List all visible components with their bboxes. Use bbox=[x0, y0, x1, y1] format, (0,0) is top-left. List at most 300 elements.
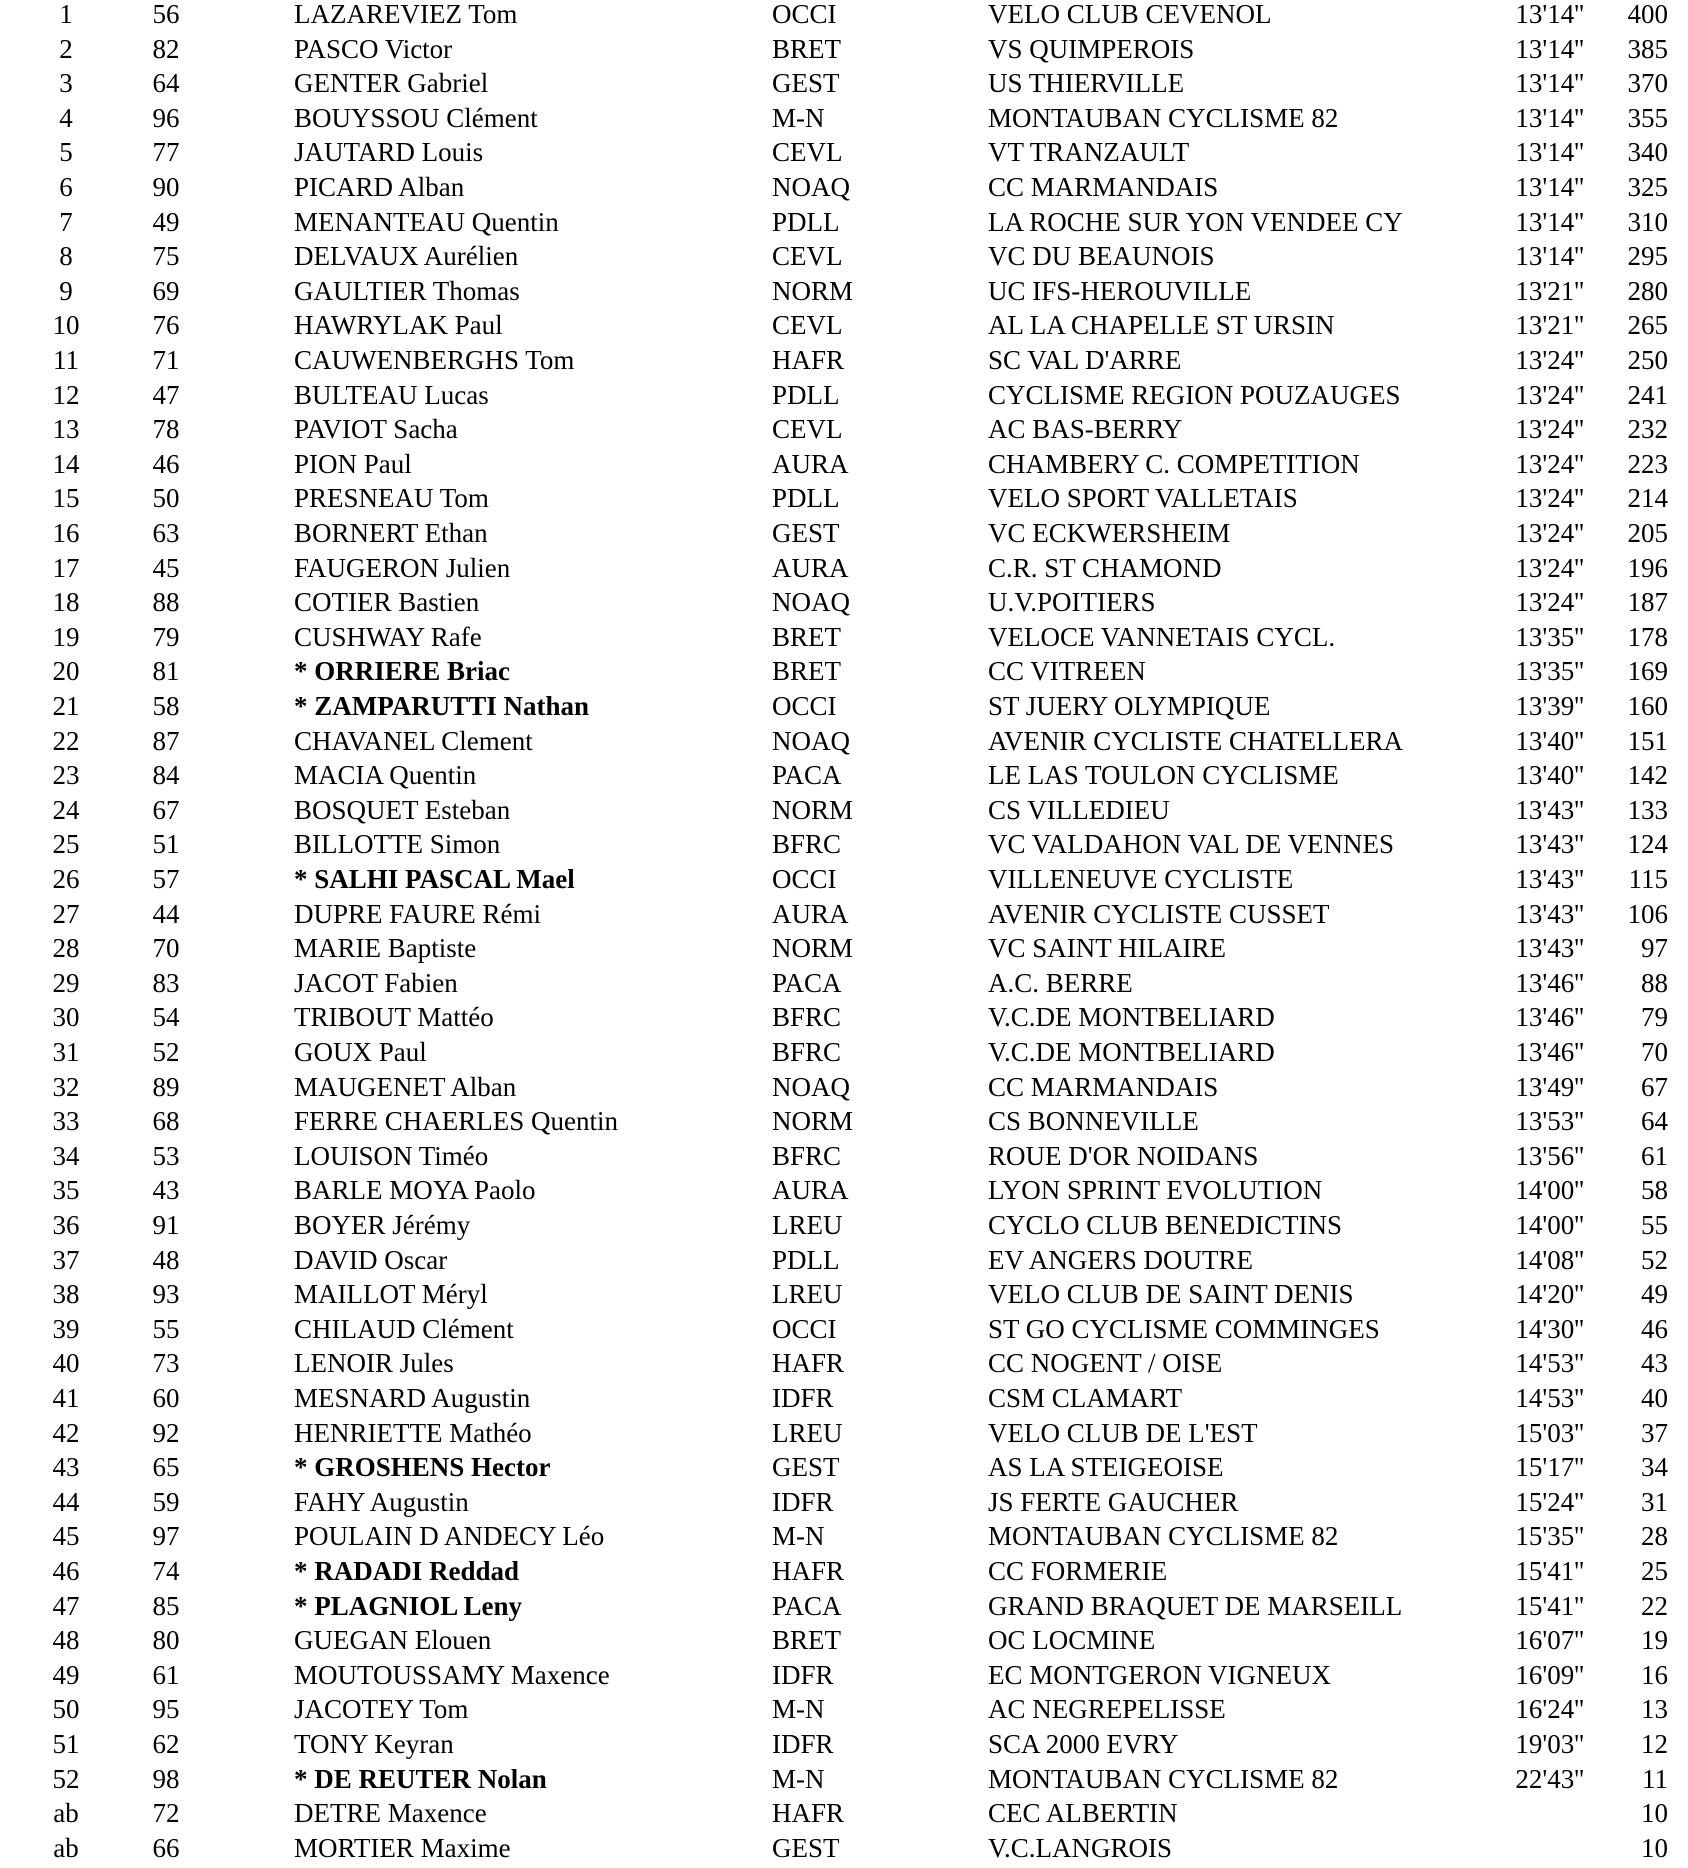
region-cell: PACA bbox=[772, 1590, 842, 1621]
rider-name-cell: CHILAUD Clément bbox=[294, 1313, 514, 1344]
bib-cell: 52 bbox=[152, 1037, 180, 1067]
region-cell: M-N bbox=[772, 102, 825, 133]
bib-cell: 59 bbox=[152, 1486, 180, 1517]
club-cell: CC MARMANDAIS bbox=[988, 172, 1219, 202]
rank-cell: 43 bbox=[52, 1452, 80, 1483]
club-cell: GRAND BRAQUET DE MARSEILL bbox=[988, 1590, 1403, 1621]
table-row bbox=[0, 412, 1688, 447]
points-cell: 241 bbox=[1627, 379, 1668, 410]
club-cell: JS FERTE GAUCHER bbox=[988, 1486, 1239, 1517]
points-cell: 70 bbox=[1641, 1037, 1668, 1067]
rider-name-cell: JAUTARD Louis bbox=[294, 137, 484, 168]
bib-cell: 81 bbox=[152, 656, 180, 687]
time-cell: 14'00'' bbox=[1515, 1175, 1584, 1206]
table-row bbox=[0, 1450, 1688, 1485]
rank-cell: 28 bbox=[52, 933, 80, 964]
rider-name-cell: PION Paul bbox=[294, 448, 412, 479]
bib-cell: 96 bbox=[152, 102, 180, 133]
rider-name-cell: LENOIR Jules bbox=[294, 1348, 454, 1379]
rank-cell: 35 bbox=[52, 1175, 80, 1206]
time-cell: 13'24'' bbox=[1515, 518, 1584, 548]
rider-name-cell: * GROSHENS Hector bbox=[294, 1452, 551, 1483]
region-cell: PDLL bbox=[772, 206, 840, 237]
bib-cell: 75 bbox=[152, 241, 180, 272]
rider-name-cell: FAHY Augustin bbox=[294, 1486, 469, 1517]
time-cell: 13'24'' bbox=[1515, 379, 1584, 410]
region-cell: NORM bbox=[772, 275, 854, 306]
region-cell: HAFR bbox=[772, 1798, 845, 1829]
points-cell: 58 bbox=[1641, 1175, 1668, 1206]
bib-cell: 76 bbox=[152, 310, 180, 341]
club-cell: ST GO CYCLISME COMMINGES bbox=[988, 1313, 1380, 1344]
bib-cell: 66 bbox=[152, 1832, 180, 1863]
bib-cell: 91 bbox=[152, 1210, 180, 1240]
table-row bbox=[0, 239, 1688, 274]
region-cell: CEVL bbox=[772, 241, 843, 272]
bib-cell: 69 bbox=[152, 275, 180, 306]
time-cell: 14'53'' bbox=[1515, 1348, 1584, 1379]
points-cell: 79 bbox=[1641, 1002, 1668, 1033]
points-cell: 22 bbox=[1641, 1590, 1668, 1621]
points-cell: 385 bbox=[1627, 33, 1668, 64]
rider-name-cell: MARIE Baptiste bbox=[294, 933, 477, 964]
rider-name-cell: CAUWENBERGHS Tom bbox=[294, 345, 575, 375]
time-cell: 13'46'' bbox=[1515, 1002, 1584, 1033]
table-row bbox=[0, 862, 1688, 897]
rank-cell: 27 bbox=[52, 898, 80, 929]
time-cell: 19'03'' bbox=[1515, 1729, 1584, 1759]
rider-name-cell: HENRIETTE Mathéo bbox=[294, 1417, 532, 1448]
rank-cell: 8 bbox=[59, 241, 73, 272]
region-cell: NOAQ bbox=[772, 725, 850, 756]
table-row bbox=[0, 447, 1688, 482]
points-cell: 13 bbox=[1641, 1694, 1668, 1725]
rank-cell: 21 bbox=[52, 691, 80, 721]
club-cell: MONTAUBAN CYCLISME 82 bbox=[988, 102, 1339, 133]
points-cell: 295 bbox=[1627, 241, 1668, 272]
club-cell: LE LAS TOULON CYCLISME bbox=[988, 760, 1339, 791]
time-cell: 14'00'' bbox=[1515, 1210, 1584, 1240]
rank-cell: 49 bbox=[52, 1659, 80, 1690]
time-cell: 13'14'' bbox=[1515, 137, 1584, 168]
time-cell: 13'43'' bbox=[1515, 829, 1584, 860]
points-cell: 232 bbox=[1627, 414, 1668, 445]
time-cell: 13'56'' bbox=[1515, 1140, 1584, 1171]
club-cell: CS BONNEVILLE bbox=[988, 1106, 1199, 1137]
table-row bbox=[0, 1000, 1688, 1035]
table-row bbox=[0, 827, 1688, 862]
points-cell: 310 bbox=[1627, 206, 1668, 237]
bib-cell: 93 bbox=[152, 1279, 180, 1310]
rank-cell: 16 bbox=[52, 518, 80, 548]
rank-cell: 1 bbox=[59, 0, 73, 29]
table-row bbox=[0, 1139, 1688, 1174]
points-cell: 88 bbox=[1641, 967, 1668, 998]
time-cell: 13'35'' bbox=[1515, 621, 1584, 652]
rank-cell: 30 bbox=[52, 1002, 80, 1033]
club-cell: V.C.DE MONTBELIARD bbox=[988, 1002, 1275, 1033]
rank-cell: 2 bbox=[59, 33, 73, 64]
time-cell: 13'24'' bbox=[1515, 483, 1584, 514]
time-cell: 13'14'' bbox=[1515, 0, 1584, 29]
region-cell: NOAQ bbox=[772, 1071, 850, 1102]
time-cell: 13'14'' bbox=[1515, 68, 1584, 99]
bib-cell: 71 bbox=[152, 345, 180, 375]
rank-cell: 39 bbox=[52, 1313, 80, 1344]
time-cell: 14'08'' bbox=[1515, 1244, 1584, 1275]
rider-name-cell: JACOTEY Tom bbox=[294, 1694, 469, 1725]
points-cell: 160 bbox=[1627, 691, 1668, 721]
table-row bbox=[0, 378, 1688, 413]
region-cell: HAFR bbox=[772, 1556, 845, 1586]
time-cell: 13'46'' bbox=[1515, 967, 1584, 998]
table-row bbox=[0, 1070, 1688, 1105]
time-cell: 13'24'' bbox=[1515, 345, 1584, 375]
club-cell: CC NOGENT / OISE bbox=[988, 1348, 1223, 1379]
points-cell: 37 bbox=[1641, 1417, 1668, 1448]
rider-name-cell: JACOT Fabien bbox=[294, 967, 458, 998]
table-row bbox=[0, 551, 1688, 586]
club-cell: LA ROCHE SUR YON VENDEE CY bbox=[988, 206, 1403, 237]
rank-cell: 3 bbox=[59, 68, 73, 99]
region-cell: PACA bbox=[772, 967, 842, 998]
club-cell: VILLENEUVE CYCLISTE bbox=[988, 864, 1294, 894]
club-cell: AC BAS-BERRY bbox=[988, 414, 1183, 445]
points-cell: 10 bbox=[1641, 1832, 1668, 1863]
table-row bbox=[0, 897, 1688, 932]
time-cell: 13'14'' bbox=[1515, 172, 1584, 202]
club-cell: AS LA STEIGEOISE bbox=[988, 1452, 1224, 1483]
bib-cell: 63 bbox=[152, 518, 180, 548]
club-cell: AL LA CHAPELLE ST URSIN bbox=[988, 310, 1335, 341]
rank-cell: 32 bbox=[52, 1071, 80, 1102]
time-cell: 16'09'' bbox=[1515, 1659, 1584, 1690]
points-cell: 280 bbox=[1627, 275, 1668, 306]
points-cell: 250 bbox=[1627, 345, 1668, 375]
table-row bbox=[0, 205, 1688, 240]
time-cell: 13'40'' bbox=[1515, 725, 1584, 756]
time-cell: 13'43'' bbox=[1515, 794, 1584, 825]
rank-cell: 51 bbox=[52, 1729, 80, 1759]
table-row bbox=[0, 966, 1688, 1001]
table-row bbox=[0, 101, 1688, 136]
region-cell: M-N bbox=[772, 1763, 825, 1794]
region-cell: OCCI bbox=[772, 691, 837, 721]
club-cell: CC VITREEN bbox=[988, 656, 1146, 687]
table-row bbox=[0, 1346, 1688, 1381]
time-cell: 13'21'' bbox=[1515, 310, 1584, 341]
time-cell: 15'35'' bbox=[1515, 1521, 1584, 1552]
region-cell: AURA bbox=[772, 552, 849, 583]
region-cell: AURA bbox=[772, 448, 849, 479]
club-cell: LYON SPRINT EVOLUTION bbox=[988, 1175, 1323, 1206]
club-cell: VC SAINT HILAIRE bbox=[988, 933, 1226, 964]
time-cell: 13'24'' bbox=[1515, 587, 1584, 618]
points-cell: 12 bbox=[1641, 1729, 1668, 1759]
time-cell: 13'14'' bbox=[1515, 102, 1584, 133]
bib-cell: 45 bbox=[152, 552, 180, 583]
rider-name-cell: GAULTIER Thomas bbox=[294, 275, 520, 306]
club-cell: A.C. BERRE bbox=[988, 967, 1133, 998]
bib-cell: 48 bbox=[152, 1244, 180, 1275]
club-cell: SCA 2000 EVRY bbox=[988, 1729, 1179, 1759]
club-cell: MONTAUBAN CYCLISME 82 bbox=[988, 1763, 1339, 1794]
bib-cell: 56 bbox=[152, 0, 180, 29]
rank-cell: 29 bbox=[52, 967, 80, 998]
rider-name-cell: POULAIN D ANDECY Léo bbox=[294, 1521, 605, 1552]
rank-cell: 13 bbox=[52, 414, 80, 445]
rider-name-cell: LAZAREVIEZ Tom bbox=[294, 0, 518, 29]
time-cell: 13'43'' bbox=[1515, 864, 1584, 894]
table-row bbox=[0, 620, 1688, 655]
bib-cell: 60 bbox=[152, 1383, 180, 1413]
table-row bbox=[0, 0, 1688, 32]
region-cell: CEVL bbox=[772, 414, 843, 445]
table-row bbox=[0, 1796, 1688, 1831]
rider-name-cell: * RADADI Reddad bbox=[294, 1556, 520, 1586]
time-cell: 13'14'' bbox=[1515, 33, 1584, 64]
time-cell: 13'24'' bbox=[1515, 414, 1584, 445]
points-cell: 34 bbox=[1641, 1452, 1668, 1483]
rank-cell: 36 bbox=[52, 1210, 80, 1240]
region-cell: BFRC bbox=[772, 1037, 842, 1067]
points-cell: 355 bbox=[1627, 102, 1668, 133]
table-row bbox=[0, 1727, 1688, 1762]
points-cell: 400 bbox=[1627, 0, 1668, 29]
bib-cell: 61 bbox=[152, 1659, 180, 1690]
region-cell: NOAQ bbox=[772, 587, 850, 618]
points-cell: 55 bbox=[1641, 1210, 1668, 1240]
bib-cell: 46 bbox=[152, 448, 180, 479]
club-cell: UC IFS-HEROUVILLE bbox=[988, 275, 1252, 306]
time-cell: 15'03'' bbox=[1515, 1417, 1584, 1448]
points-cell: 31 bbox=[1641, 1486, 1668, 1517]
table-row bbox=[0, 1104, 1688, 1139]
rank-cell: 18 bbox=[52, 587, 80, 618]
club-cell: EV ANGERS DOUTRE bbox=[988, 1244, 1254, 1275]
rider-name-cell: DETRE Maxence bbox=[294, 1798, 487, 1829]
time-cell: 13'53'' bbox=[1515, 1106, 1584, 1137]
rank-cell: 25 bbox=[52, 829, 80, 860]
rank-cell: 10 bbox=[52, 310, 80, 341]
points-cell: 325 bbox=[1627, 172, 1668, 202]
bib-cell: 49 bbox=[152, 206, 180, 237]
rank-cell: 14 bbox=[52, 448, 80, 479]
points-cell: 46 bbox=[1641, 1313, 1668, 1344]
rider-name-cell: * DE REUTER Nolan bbox=[294, 1763, 547, 1794]
club-cell: ROUE D'OR NOIDANS bbox=[988, 1140, 1259, 1171]
points-cell: 169 bbox=[1627, 656, 1668, 687]
table-row bbox=[0, 1208, 1688, 1243]
region-cell: M-N bbox=[772, 1694, 825, 1725]
table-row bbox=[0, 1312, 1688, 1347]
points-cell: 106 bbox=[1627, 898, 1668, 929]
points-cell: 52 bbox=[1641, 1244, 1668, 1275]
bib-cell: 50 bbox=[152, 483, 180, 514]
rider-name-cell: BILLOTTE Simon bbox=[294, 829, 501, 860]
time-cell: 13'43'' bbox=[1515, 898, 1584, 929]
club-cell: ST JUERY OLYMPIQUE bbox=[988, 691, 1271, 721]
table-row bbox=[0, 308, 1688, 343]
bib-cell: 95 bbox=[152, 1694, 180, 1725]
rank-cell: 46 bbox=[52, 1556, 80, 1586]
region-cell: GEST bbox=[772, 1452, 840, 1483]
time-cell: 14'30'' bbox=[1515, 1313, 1584, 1344]
rider-name-cell: HAWRYLAK Paul bbox=[294, 310, 503, 341]
table-row bbox=[0, 481, 1688, 516]
bib-cell: 44 bbox=[152, 898, 180, 929]
rank-cell: 22 bbox=[52, 725, 80, 756]
rank-cell: 24 bbox=[52, 794, 80, 825]
club-cell: MONTAUBAN CYCLISME 82 bbox=[988, 1521, 1339, 1552]
club-cell: CHAMBERY C. COMPETITION bbox=[988, 448, 1360, 479]
region-cell: CEVL bbox=[772, 310, 843, 341]
club-cell: AC NEGREPELISSE bbox=[988, 1694, 1226, 1725]
points-cell: 10 bbox=[1641, 1798, 1668, 1829]
points-cell: 28 bbox=[1641, 1521, 1668, 1552]
rider-name-cell: * PLAGNIOL Leny bbox=[294, 1590, 523, 1621]
rank-cell: 40 bbox=[52, 1348, 80, 1379]
bib-cell: 72 bbox=[152, 1798, 180, 1829]
rank-cell: 33 bbox=[52, 1106, 80, 1137]
region-cell: HAFR bbox=[772, 345, 845, 375]
region-cell: AURA bbox=[772, 1175, 849, 1206]
rider-name-cell: * ZAMPARUTTI Nathan bbox=[294, 691, 590, 721]
rider-name-cell: PAVIOT Sacha bbox=[294, 414, 458, 445]
bib-cell: 88 bbox=[152, 587, 180, 618]
club-cell: CEC ALBERTIN bbox=[988, 1798, 1178, 1829]
region-cell: GEST bbox=[772, 518, 840, 548]
rank-cell: 38 bbox=[52, 1279, 80, 1310]
region-cell: LREU bbox=[772, 1210, 843, 1240]
time-cell: 14'53'' bbox=[1515, 1383, 1584, 1413]
points-cell: 196 bbox=[1627, 552, 1668, 583]
club-cell: VELO CLUB DE SAINT DENIS bbox=[988, 1279, 1354, 1310]
region-cell: PDLL bbox=[772, 379, 840, 410]
region-cell: GEST bbox=[772, 68, 840, 99]
club-cell: SC VAL D'ARRE bbox=[988, 345, 1182, 375]
points-cell: 25 bbox=[1641, 1556, 1668, 1586]
region-cell: GEST bbox=[772, 1832, 840, 1863]
bib-cell: 98 bbox=[152, 1763, 180, 1794]
rank-cell: 50 bbox=[52, 1694, 80, 1725]
time-cell: 15'41'' bbox=[1515, 1590, 1584, 1621]
region-cell: LREU bbox=[772, 1279, 843, 1310]
table-row bbox=[0, 1381, 1688, 1416]
table-row bbox=[0, 1416, 1688, 1451]
bib-cell: 53 bbox=[152, 1140, 180, 1171]
points-cell: 151 bbox=[1627, 725, 1668, 756]
bib-cell: 64 bbox=[152, 68, 180, 99]
points-cell: 16 bbox=[1641, 1659, 1668, 1690]
region-cell: AURA bbox=[772, 898, 849, 929]
table-row bbox=[0, 724, 1688, 759]
table-row bbox=[0, 1554, 1688, 1589]
rank-cell: 6 bbox=[59, 172, 73, 202]
club-cell: VC VALDAHON VAL DE VENNES bbox=[988, 829, 1395, 860]
region-cell: OCCI bbox=[772, 0, 837, 29]
rider-name-cell: MACIA Quentin bbox=[294, 760, 477, 791]
time-cell: 15'24'' bbox=[1515, 1486, 1584, 1517]
region-cell: NOAQ bbox=[772, 172, 850, 202]
region-cell: OCCI bbox=[772, 1313, 837, 1344]
rider-name-cell: BOUYSSOU Clément bbox=[294, 102, 538, 133]
rider-name-cell: BORNERT Ethan bbox=[294, 518, 488, 548]
rider-name-cell: MORTIER Maxime bbox=[294, 1832, 511, 1863]
rider-name-cell: COTIER Bastien bbox=[294, 587, 480, 618]
region-cell: PACA bbox=[772, 760, 842, 791]
time-cell: 13'35'' bbox=[1515, 656, 1584, 687]
rank-cell: 20 bbox=[52, 656, 80, 687]
rider-name-cell: CHAVANEL Clement bbox=[294, 725, 533, 756]
rider-name-cell: GUEGAN Elouen bbox=[294, 1625, 492, 1656]
region-cell: BRET bbox=[772, 656, 842, 687]
club-cell: C.R. ST CHAMOND bbox=[988, 552, 1222, 583]
rank-cell: 41 bbox=[52, 1383, 80, 1413]
time-cell: 13'21'' bbox=[1515, 275, 1584, 306]
table-row bbox=[0, 1658, 1688, 1693]
rider-name-cell: MAILLOT Méryl bbox=[294, 1279, 488, 1310]
rank-cell: 23 bbox=[52, 760, 80, 791]
time-cell: 22'43'' bbox=[1515, 1763, 1584, 1794]
bib-cell: 65 bbox=[152, 1452, 180, 1483]
club-cell: VELO SPORT VALLETAIS bbox=[988, 483, 1298, 514]
region-cell: NORM bbox=[772, 1106, 854, 1137]
table-row bbox=[0, 1692, 1688, 1727]
points-cell: 265 bbox=[1627, 310, 1668, 341]
rider-name-cell: FERRE CHAERLES Quentin bbox=[294, 1106, 619, 1137]
rank-cell: ab bbox=[53, 1798, 79, 1829]
bib-cell: 43 bbox=[152, 1175, 180, 1206]
rank-cell: 34 bbox=[52, 1140, 80, 1171]
rider-name-cell: DUPRE FAURE Rémi bbox=[294, 898, 542, 929]
rider-name-cell: CUSHWAY Rafe bbox=[294, 621, 482, 652]
rank-cell: 26 bbox=[52, 864, 80, 894]
club-cell: CC FORMERIE bbox=[988, 1556, 1168, 1586]
club-cell: CC MARMANDAIS bbox=[988, 1071, 1219, 1102]
bib-cell: 97 bbox=[152, 1521, 180, 1552]
rider-name-cell: BOYER Jérémy bbox=[294, 1210, 471, 1240]
region-cell: BFRC bbox=[772, 1140, 842, 1171]
club-cell: U.V.POITIERS bbox=[988, 587, 1156, 618]
region-cell: BFRC bbox=[772, 1002, 842, 1033]
points-cell: 223 bbox=[1627, 448, 1668, 479]
region-cell: OCCI bbox=[772, 864, 837, 894]
club-cell: OC LOCMINE bbox=[988, 1625, 1156, 1656]
bib-cell: 55 bbox=[152, 1313, 180, 1344]
rank-cell: 5 bbox=[59, 137, 73, 168]
table-row bbox=[0, 1243, 1688, 1278]
table-row bbox=[0, 689, 1688, 724]
club-cell: CYCLISME REGION POUZAUGES bbox=[988, 379, 1401, 410]
club-cell: V.C.DE MONTBELIARD bbox=[988, 1037, 1275, 1067]
rider-name-cell: PICARD Alban bbox=[294, 172, 465, 202]
region-cell: IDFR bbox=[772, 1659, 834, 1690]
region-cell: PDLL bbox=[772, 483, 840, 514]
time-cell: 13'43'' bbox=[1515, 933, 1584, 964]
rider-name-cell: GOUX Paul bbox=[294, 1037, 427, 1067]
points-cell: 19 bbox=[1641, 1625, 1668, 1656]
club-cell: AVENIR CYCLISTE CHATELLERA bbox=[988, 725, 1403, 756]
points-cell: 64 bbox=[1641, 1106, 1668, 1137]
table-row bbox=[0, 1277, 1688, 1312]
table-row bbox=[0, 1589, 1688, 1624]
club-cell: AVENIR CYCLISTE CUSSET bbox=[988, 898, 1330, 929]
bib-cell: 85 bbox=[152, 1590, 180, 1621]
rider-name-cell: LOUISON Timéo bbox=[294, 1140, 489, 1171]
club-cell: V.C.LANGROIS bbox=[988, 1832, 1173, 1863]
region-cell: LREU bbox=[772, 1417, 843, 1448]
